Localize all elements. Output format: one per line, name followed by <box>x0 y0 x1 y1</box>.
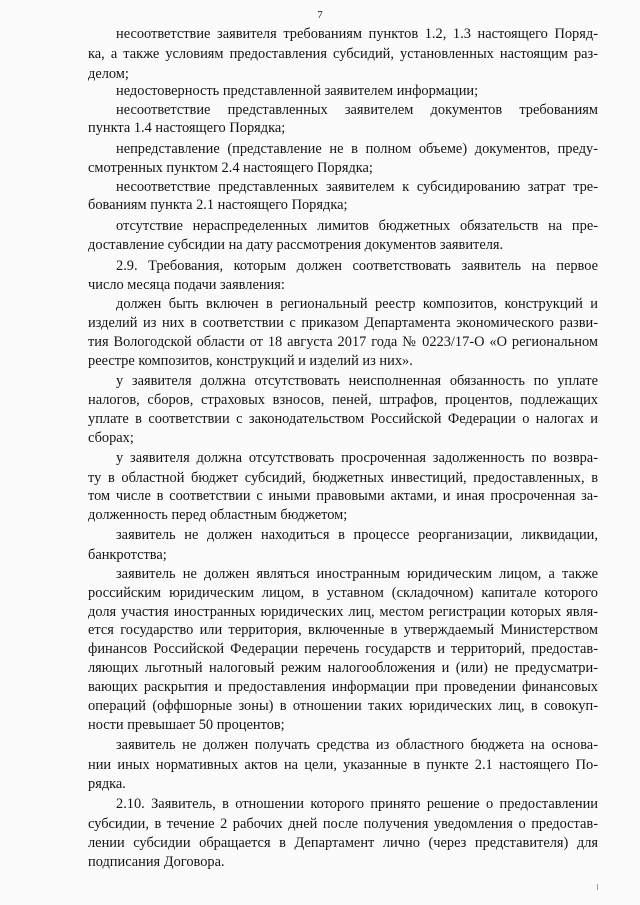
text-line: тия Вологодской области от 18 августа 2017 года № 0223/17-О «О региональном <box>88 334 598 350</box>
text-line: вающих раскрытия и предоставления информации при проведении финансовых <box>88 679 598 695</box>
text-line: у заявителя должна отсутствовать неисполненная обязанность по уплате <box>116 373 598 389</box>
page-number: 7 <box>317 9 323 21</box>
text-line: несоответствие представленных заявителем документов требованиям <box>116 102 598 118</box>
text-line: лении субсидии обращается в Департамент лично (через представителя) для <box>88 835 598 851</box>
text-line: недостоверность представленной заявителем информации; <box>116 83 479 99</box>
text-line: ляющих льготный налоговый режим налогообложения и (или) не предусматри- <box>88 660 598 676</box>
text-line: нии иных нормативных актов на цели, указанные в пункте 2.1 настоящего По- <box>88 757 598 773</box>
text-line: ту в областной бюджет субсидий, бюджетных инвестиций, предоставленных, в <box>88 470 598 486</box>
text-line: финансов Российской Федерации перечень государств и территорий, предостав- <box>88 641 598 657</box>
text-line: операций (оффшорные зоны) в отношении таких юридических лиц, в совокуп- <box>88 698 598 714</box>
text-line: ется государство или территория, включенные в утверждаемый Министерством <box>88 622 598 638</box>
text-line: доставление субсидии на дату рассмотрения документов заявителя. <box>88 237 504 253</box>
text-line: ка, а также условиям предоставления субсидий, установленных настоящим раз- <box>88 46 598 62</box>
text-line: делом; <box>88 66 129 82</box>
text-line: заявитель не должен являться иностранным юридическим лицом, а также <box>116 566 598 582</box>
text-line: том числе в соответствии с иными правовыми актами, и иная просроченная за- <box>88 488 598 504</box>
text-line: отсутствие нераспределенных лимитов бюджетных обязательств на пре- <box>116 218 598 234</box>
text-line: у заявителя должна отсутствовать просроченная задолженность по возвра- <box>116 450 598 466</box>
text-line: изделий из них в соответствии с приказом Департамента экономического разви- <box>88 315 598 331</box>
text-line: ности превышает 50 процентов; <box>88 717 285 733</box>
text-line: 2.10. Заявитель, в отношении которого принято решение о предоставлении <box>116 796 598 812</box>
text-line: непредставление (представление не в полном объеме) документов, преду- <box>116 141 598 157</box>
scan-mark <box>597 884 598 890</box>
text-line: уплате в соответствии с законодательством Российской Федерации о налогах и <box>88 411 598 427</box>
text-line: налогов, сборов, страховых взносов, пеней, штрафов, процентов, подлежащих <box>88 392 598 408</box>
text-line: заявитель не должен получать средства из областного бюджета на основа- <box>116 737 598 753</box>
text-line: сборах; <box>88 430 134 446</box>
text-line: субсидии, в течение 2 рабочих дней после получения уведомления о предостав- <box>88 816 598 832</box>
text-line: доля участия иностранных юридических лиц, местом регистрации которых явля- <box>88 604 598 620</box>
text-line: должен быть включен в региональный реестр композитов, конструкций и <box>116 296 598 312</box>
text-line: банкротства; <box>88 547 167 563</box>
text-line: несоответствие заявителя требованиям пунктов 1.2, 1.3 настоящего Поряд- <box>116 26 598 42</box>
text-line: реестре композитов, конструкций и изделий из них». <box>88 353 413 369</box>
text-line: рядка. <box>88 776 126 792</box>
text-line: долженность перед областным бюджетом; <box>88 507 348 523</box>
text-line: смотренных пунктом 2.4 настоящего Порядка; <box>88 160 373 176</box>
text-line: бованиям пункта 2.1 настоящего Порядка; <box>88 197 348 213</box>
text-line: число месяца подачи заявления: <box>88 277 285 293</box>
text-line: 2.9. Требования, которым должен соответствовать заявитель на первое <box>116 258 598 274</box>
text-line: несоответствие представленных заявителем к субсидированию затрат тре- <box>116 179 598 195</box>
text-line: заявитель не должен находиться в процессе реорганизации, ликвидации, <box>116 527 598 543</box>
text-line: пункта 1.4 настоящего Порядка; <box>88 120 286 136</box>
text-line: подписания Договора. <box>88 854 225 870</box>
text-line: российским юридическим лицом, в уставном (складочном) капитале которого <box>88 585 598 601</box>
